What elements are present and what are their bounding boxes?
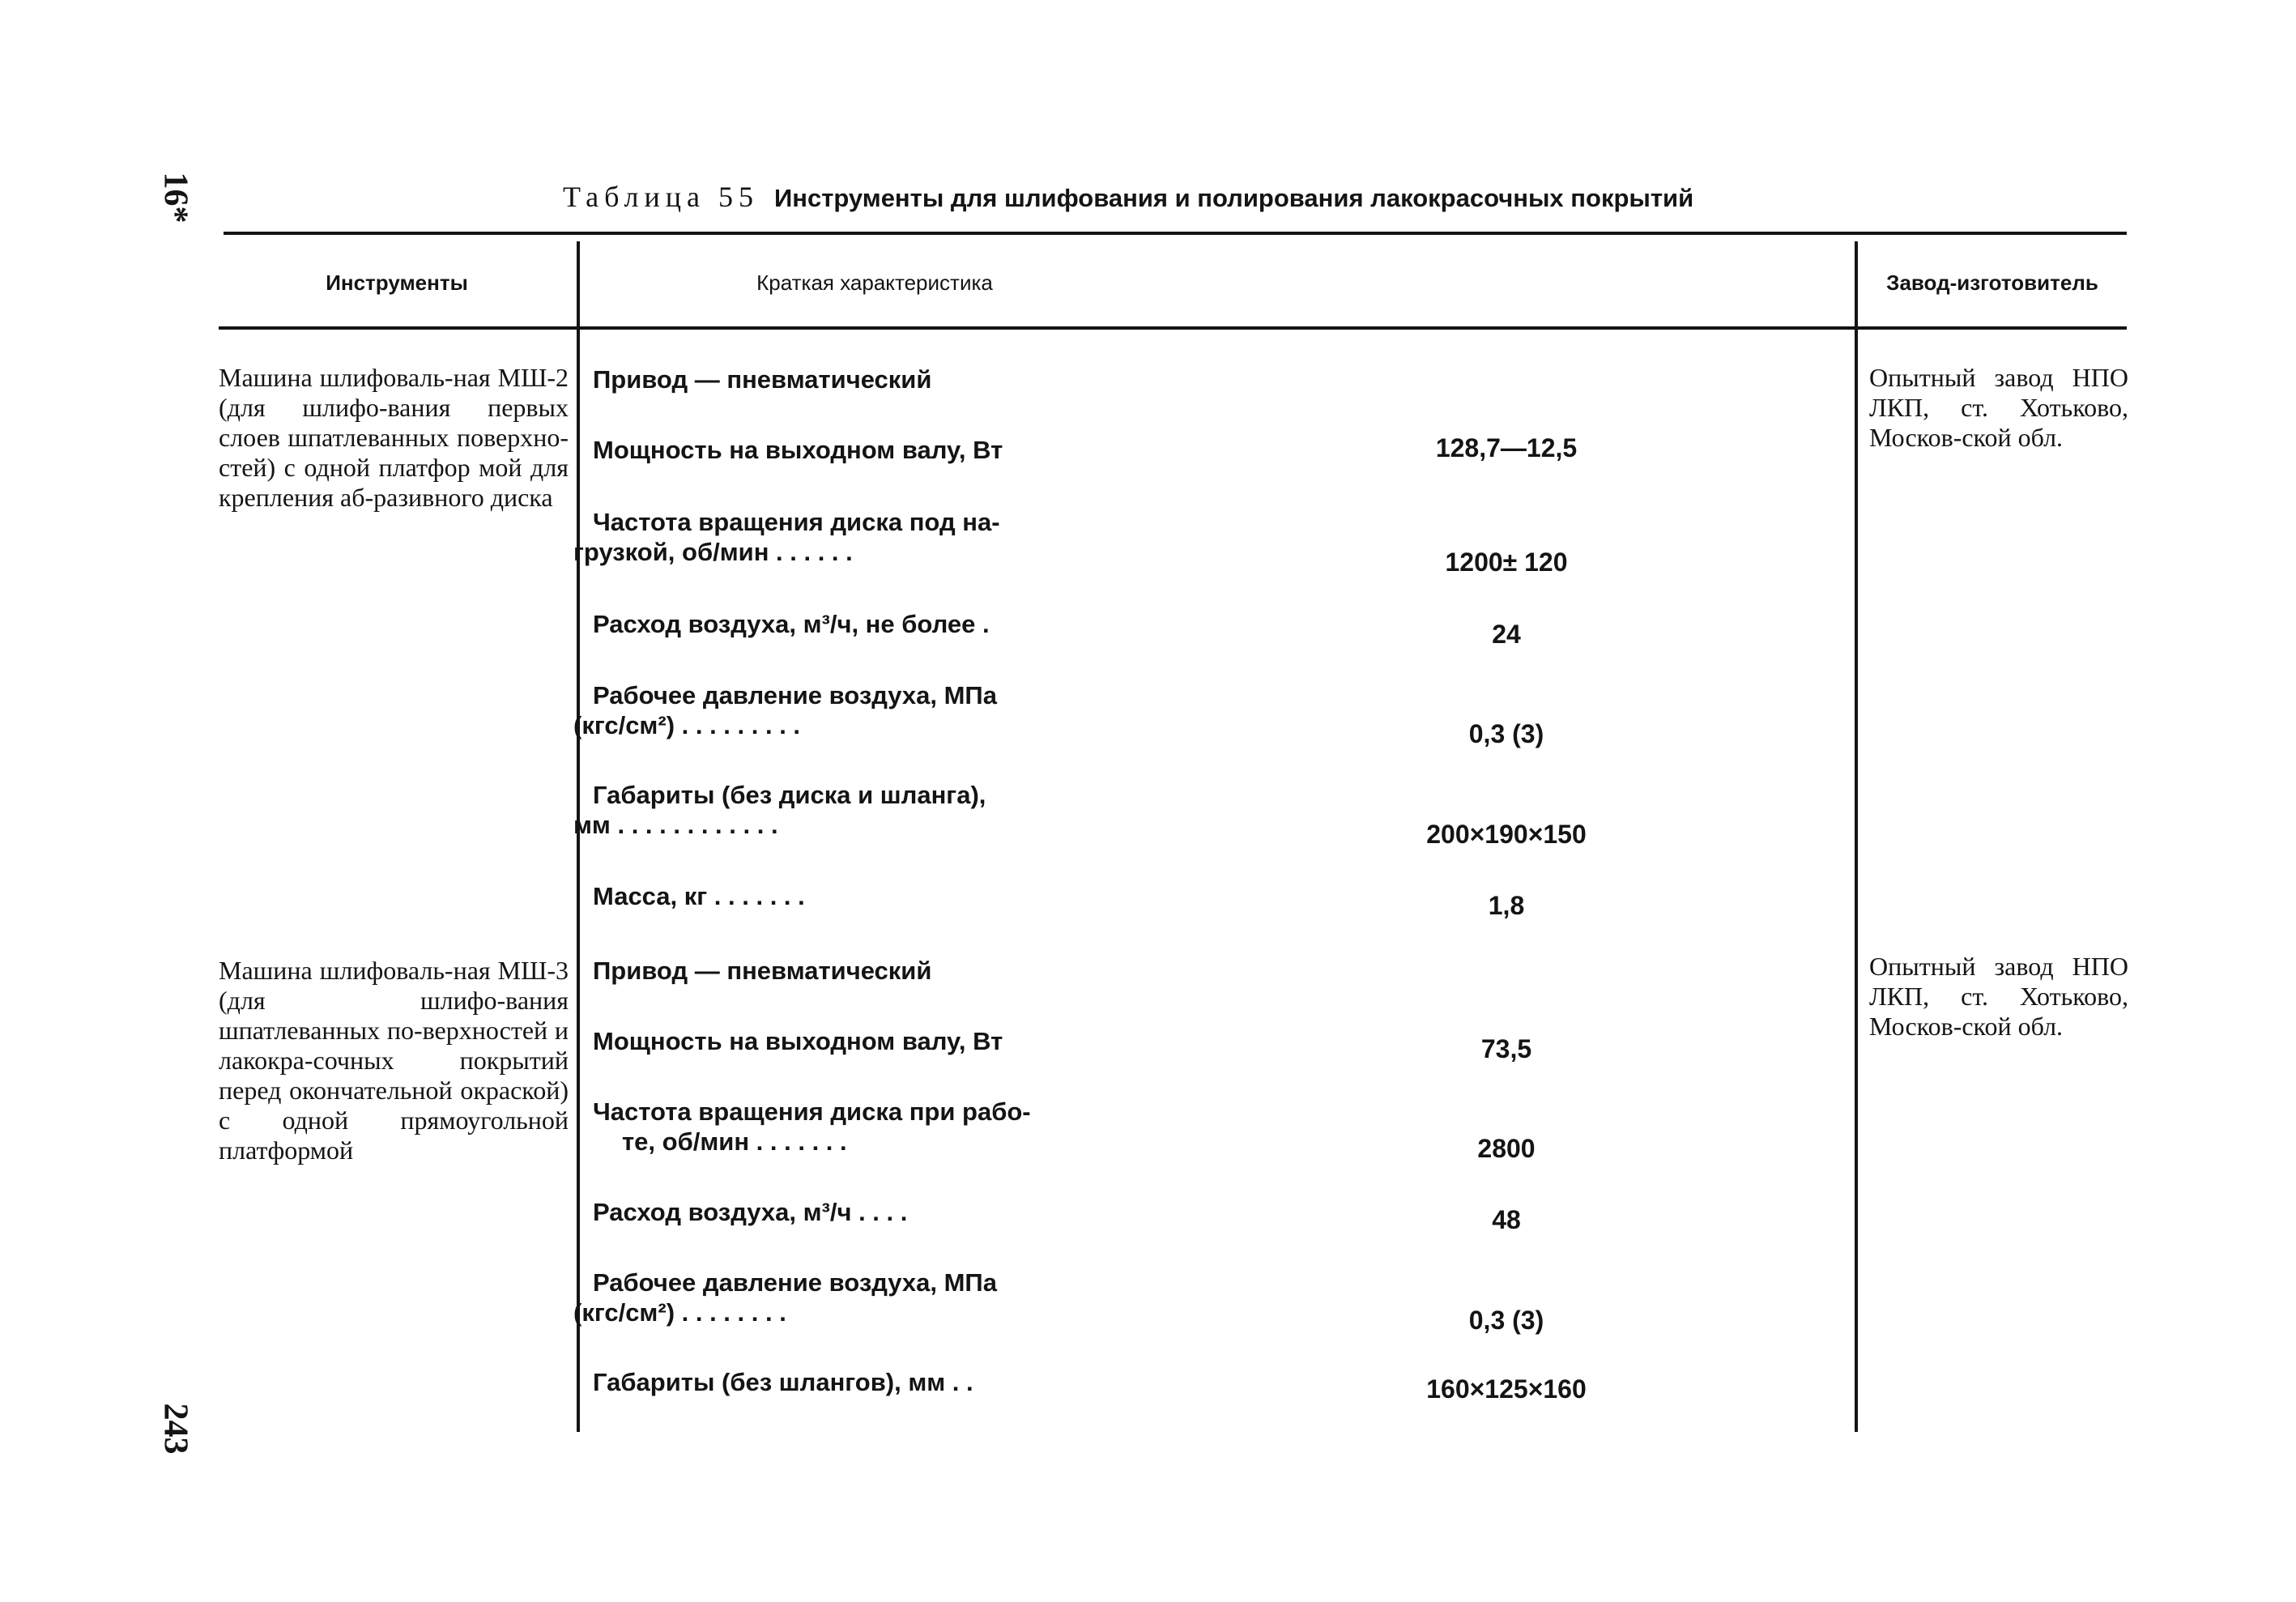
spec-label-line: (кгс/см²) . . . . . . . . <box>573 1298 786 1327</box>
table-header-rule <box>219 326 2127 330</box>
spec-value: 128,7—12,5 <box>1435 433 1578 462</box>
margin-mark: 16* <box>156 172 194 224</box>
table-label: Таблица 55 <box>563 181 759 213</box>
header-tools: Инструменты <box>326 271 468 295</box>
spec-value: 200×190×150 <box>1426 820 1587 849</box>
spec-label: Привод — пневматический <box>593 365 932 394</box>
column-divider-right <box>1855 241 1858 1432</box>
spec-label <box>573 507 1111 567</box>
spec-value: 1,8 <box>1488 891 1525 920</box>
spec-value: 73,5 <box>1480 1034 1532 1063</box>
table-top-rule <box>224 232 2127 235</box>
spec-value: 0,3 (3) <box>1468 1306 1544 1335</box>
manufacturer-name: Опытный завод НПО ЛКП, ст. Хотьково, Москов-ской обл. <box>1869 952 2128 1041</box>
spec-label: Привод — пневматический <box>593 957 932 985</box>
spec-value: 160×125×160 <box>1426 1374 1587 1404</box>
spec-label-line: мм . . . . . . . . . . . . <box>573 811 778 839</box>
spec-label <box>573 780 1111 840</box>
spec-value: 1200± 120 <box>1445 547 1568 577</box>
spec-label-line: грузкой, об/мин . . . . . . <box>573 538 853 566</box>
spec-label: Расход воздуха, м³/ч . . . . <box>593 1198 908 1226</box>
table-caption: Инструменты для шлифования и полирования лакокрасочных покрытий <box>773 184 1694 212</box>
spec-label: Расход воздуха, м³/ч, не более . <box>593 610 990 638</box>
tool-description: Машина шлифоваль-ная МШ-2 (для шлифо-вания первых слоев шпатлеванных поверхно-стей) с одной платфор мой для крепления аб-разивного диска <box>219 363 569 512</box>
header-manufacturer: Завод-изготовитель <box>1886 271 2098 295</box>
spec-label: Масса, кг . . . . . . . <box>593 882 805 910</box>
spec-label-line: Частота вращения диска при рабо- <box>593 1097 1031 1126</box>
table-title <box>563 180 1826 214</box>
spec-value: 0,3 (3) <box>1468 719 1544 748</box>
spec-label: Мощность на выходном валу, Вт <box>593 1027 1003 1055</box>
page-number: 243 <box>156 1403 194 1455</box>
spec-label <box>573 680 1111 740</box>
spec-label: Габариты (без шлангов), мм . . <box>593 1368 973 1396</box>
spec-label-line: Частота вращения диска под на- <box>593 508 1000 536</box>
spec-value: 48 <box>1492 1205 1521 1234</box>
tool-description: Машина шлифоваль-ная МШ-3 (для шлифо-вания шпатлеванных по-верхностей и лакокра-сочных покрытий перед окончательной окраской) с одной прямоугольной платформой <box>219 956 569 1165</box>
manufacturer-name: Опытный завод НПО ЛКП, ст. Хотьково, Москов-ской обл. <box>1869 363 2128 452</box>
spec-label-line: Габариты (без диска и шланга), <box>593 781 986 809</box>
spec-label-line: те, об/мин . . . . . . . <box>622 1127 847 1156</box>
spec-label-line: (кгс/см²) . . . . . . . . . <box>573 711 801 739</box>
spec-label-line: Рабочее давление воздуха, МПа <box>593 681 997 709</box>
spec-value: 2800 <box>1477 1134 1536 1163</box>
spec-label <box>573 1268 1111 1327</box>
spec-label: Мощность на выходном валу, Вт <box>593 436 1003 464</box>
spec-label-line: Рабочее давление воздуха, МПа <box>593 1268 997 1297</box>
spec-value: 24 <box>1492 620 1521 649</box>
header-characteristics: Краткая характеристика <box>756 271 993 295</box>
spec-label <box>593 1097 1111 1157</box>
